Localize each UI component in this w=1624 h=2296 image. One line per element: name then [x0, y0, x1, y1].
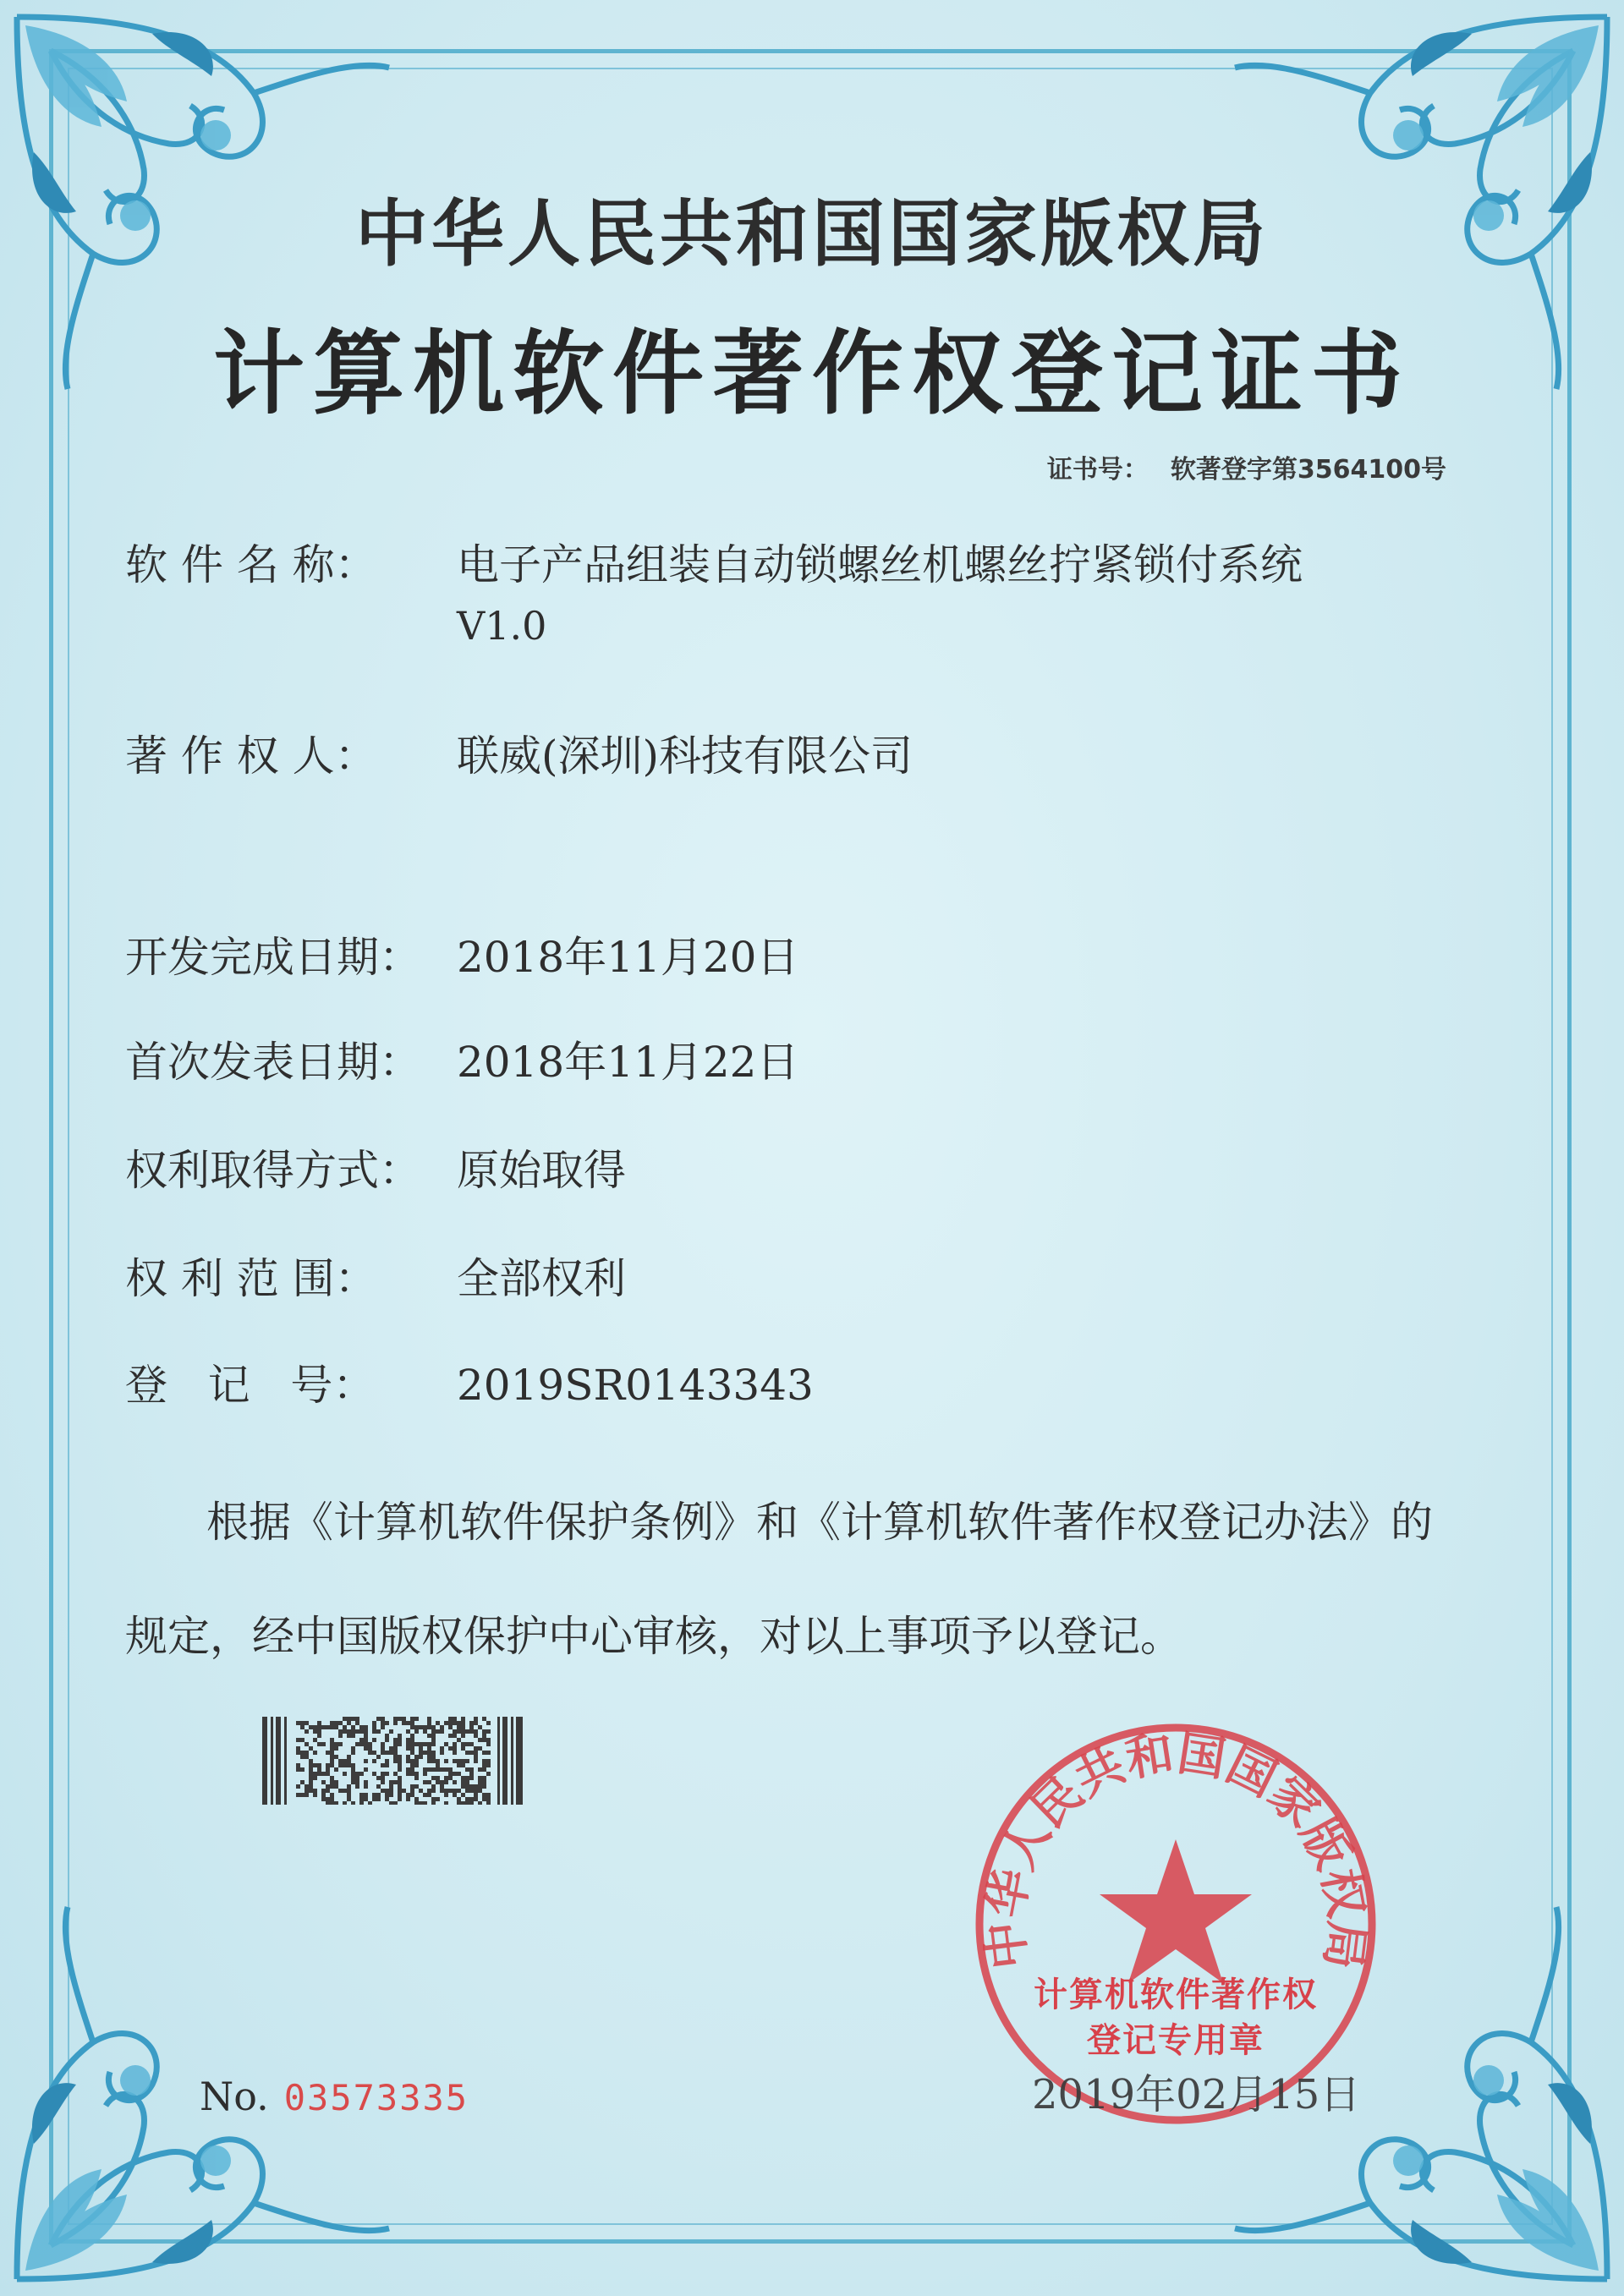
dev-date-value: 2018年11月20日: [457, 933, 799, 982]
field-publish-date: [125, 1032, 799, 1093]
dev-date-label: 开发完成日期：: [125, 933, 421, 982]
serial-number-label: No.: [200, 2074, 269, 2119]
publish-date-value: 2018年11月22日: [457, 1038, 799, 1087]
registration-number-label: 登 记 号：: [125, 1361, 376, 1410]
field-acquisition: [125, 1140, 626, 1201]
copyright-owner-label: 著 作 权 人：: [125, 732, 377, 781]
acquisition-label: 权利取得方式：: [125, 1146, 421, 1195]
seal-line-2: 登记专用章: [1087, 2021, 1265, 2060]
issue-date: 2019年02月15日: [1032, 2071, 1361, 2118]
issuer-title: 中华人民共和国国家版权局: [355, 191, 1269, 277]
statement-line-2: 规定，经中国版权保护中心审核，对以上事项予以登记。: [125, 1612, 1182, 1661]
software-name-value: 电子产品组装自动锁螺丝机螺丝拧紧锁付系统: [457, 540, 1303, 589]
certificate-number: [1047, 448, 1446, 485]
publish-date-label: 首次发表日期：: [125, 1038, 421, 1087]
copyright-owner-value: 联威(深圳)科技有限公司: [457, 732, 914, 781]
certificate-title: 计算机软件著作权登记证书: [212, 321, 1411, 427]
statement-line-1: 根据《计算机软件保护条例》和《计算机软件著作权登记办法》的: [206, 1498, 1433, 1547]
software-version: V1.0: [457, 603, 547, 649]
seal-arc-text: 中华人民共和国国家版权局: [977, 1725, 1374, 1972]
field-software-name: [125, 534, 1303, 656]
serial-number-value: 03573335: [283, 2077, 469, 2118]
barcode: [262, 1717, 524, 1805]
acquisition-value: 原始取得: [457, 1146, 626, 1195]
field-registration-number: [125, 1355, 814, 1416]
seal-line-1: 计算机软件著作权: [1034, 1975, 1318, 2014]
scope-value: 全部权利: [457, 1254, 626, 1303]
serial-number: [200, 2074, 469, 2119]
registration-number-value: 2019SR0143343: [457, 1361, 814, 1410]
certificate-number-value: 软著登字第3564100号: [1170, 455, 1446, 485]
seal-star-icon: [1100, 1839, 1252, 1983]
scope-label: 权 利 范 围：: [125, 1254, 377, 1303]
certificate-number-label: 证书号：: [1046, 455, 1149, 485]
software-name-label: 软 件 名 称：: [125, 540, 377, 589]
field-copyright-owner: [125, 726, 913, 786]
field-dev-date: [125, 927, 799, 988]
field-scope: [125, 1248, 626, 1309]
